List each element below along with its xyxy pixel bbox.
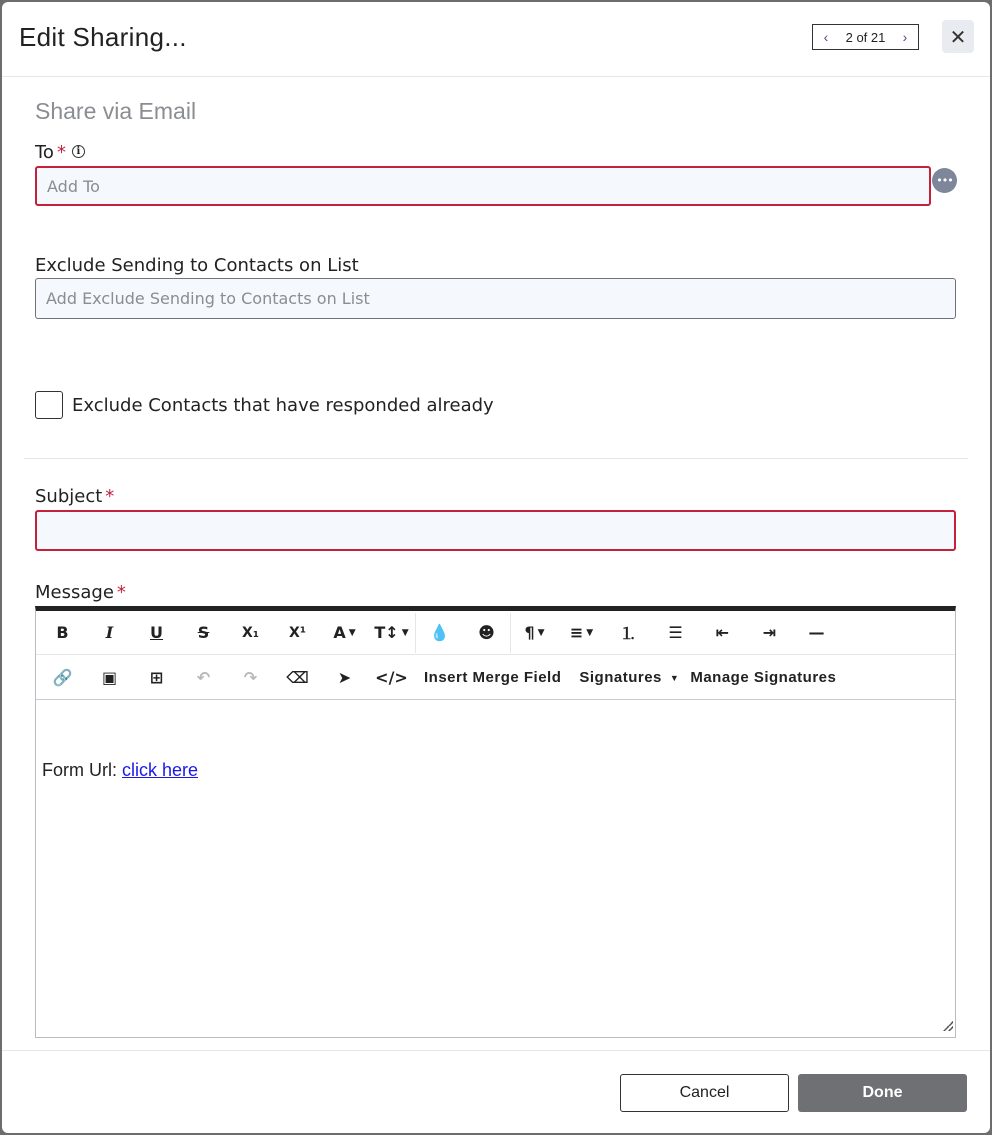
font-color-button[interactable] [321, 613, 368, 653]
image-icon: ▣ [101, 668, 118, 687]
clear-formatting-button[interactable] [274, 658, 321, 698]
strikethrough-button[interactable] [180, 613, 227, 653]
required-marker: * [56, 142, 66, 163]
chevron-left-icon[interactable]: ‹ [823, 29, 829, 45]
chevron-right-icon[interactable]: › [902, 29, 908, 45]
resize-handle[interactable] [943, 1021, 953, 1031]
image-button[interactable] [86, 658, 133, 698]
dialog-footer [2, 1050, 990, 1133]
outdent-button[interactable] [699, 613, 746, 653]
unordered-list-icon: ☰ [668, 623, 683, 642]
background-color-icon: 💧 [429, 623, 450, 642]
exclude-responded-checkbox[interactable] [35, 391, 63, 419]
caret-down-icon: ▼ [348, 627, 356, 638]
link-button[interactable] [39, 658, 86, 698]
exclude-list-input[interactable]: Add Exclude Sending to Contacts on List [35, 278, 956, 319]
dialog-header [2, 2, 990, 77]
link-icon: 🔗 [52, 668, 73, 687]
done-button[interactable]: Done [798, 1074, 967, 1112]
message-editor [35, 606, 956, 1038]
info-icon[interactable]: i [72, 145, 85, 158]
required-marker: * [105, 486, 115, 507]
required-marker: * [116, 582, 126, 603]
editor-toolbar-row-1 [36, 611, 955, 655]
caret-down-icon: ▼ [669, 672, 680, 683]
italic-button[interactable] [86, 613, 133, 653]
form-url-prefix: Form Url: [42, 760, 122, 780]
caret-down-icon: ▼ [401, 627, 409, 638]
editor-content[interactable] [36, 701, 955, 1033]
subject-input[interactable] [35, 510, 956, 551]
indent-icon: ⇥ [762, 623, 777, 642]
horizontal-line-button[interactable] [793, 613, 840, 653]
insert-merge-field-button[interactable]: Insert Merge Field [424, 669, 562, 686]
record-pager [812, 24, 919, 50]
code-view-button[interactable] [368, 658, 415, 698]
bold-button[interactable] [39, 613, 86, 653]
signatures-dropdown[interactable] [570, 658, 688, 698]
redo-icon: ↷ [243, 668, 258, 687]
subscript-icon: X₁ [242, 624, 259, 641]
caret-down-icon: ▼ [537, 627, 545, 638]
outdent-icon: ⇤ [715, 623, 730, 642]
pager-text: 2 of 21 [845, 29, 886, 45]
cancel-button[interactable]: Cancel [620, 1074, 789, 1112]
manage-signatures-button[interactable]: Manage Signatures [690, 669, 837, 686]
background-color-button[interactable] [416, 613, 463, 653]
ordered-list-button[interactable] [605, 613, 652, 653]
paragraph-format-button[interactable] [511, 613, 558, 653]
message-label [35, 582, 126, 603]
emoji-button[interactable] [463, 613, 510, 653]
form-url-line [42, 760, 198, 781]
editor-toolbar-row-2 [36, 656, 955, 700]
horizontal-line-icon: — [808, 623, 825, 642]
emoji-icon: ☻ [478, 623, 495, 642]
edit-sharing-dialog [2, 2, 990, 1133]
indent-button[interactable] [746, 613, 793, 653]
table-icon: ⊞ [149, 668, 164, 687]
divider [24, 458, 968, 459]
subject-label [35, 486, 114, 507]
italic-icon: I [105, 623, 114, 642]
toolbar-icon-group [36, 658, 415, 698]
select-icon: ➤ [337, 668, 352, 687]
subscript-button[interactable] [227, 613, 274, 653]
font-color-icon: A [333, 623, 346, 642]
paragraph-format-icon: ¶ [524, 623, 535, 642]
redo-button[interactable] [227, 658, 274, 698]
to-label [35, 142, 85, 163]
code-view-icon: </> [375, 668, 408, 687]
strikethrough-icon: S [197, 623, 210, 642]
underline-icon: U [150, 623, 163, 642]
subject-label-text: Subject [35, 486, 103, 507]
caret-down-icon: ▼ [586, 627, 594, 638]
select-button[interactable] [321, 658, 368, 698]
to-label-text: To [35, 142, 54, 163]
align-button[interactable] [558, 613, 605, 653]
underline-button[interactable] [133, 613, 180, 653]
section-title: Share via Email [35, 98, 197, 124]
to-input[interactable]: Add To [35, 166, 931, 206]
align-icon: ≡ [569, 623, 584, 642]
superscript-button[interactable] [274, 613, 321, 653]
unordered-list-button[interactable] [652, 613, 699, 653]
font-size-icon: T↕ [374, 623, 399, 642]
exclude-responded-label: Exclude Contacts that have responded already [72, 395, 494, 416]
more-options-icon[interactable]: ••• [932, 168, 957, 193]
clear-formatting-icon: ⌫ [286, 668, 309, 687]
form-url-link[interactable]: click here [122, 760, 199, 780]
bold-icon: B [56, 623, 69, 642]
signatures-label: Signatures [579, 669, 662, 686]
superscript-icon: X¹ [289, 624, 306, 641]
table-button[interactable] [133, 658, 180, 698]
undo-icon: ↶ [196, 668, 211, 687]
font-size-button[interactable] [368, 613, 415, 653]
dialog-title: Edit Sharing... [19, 22, 187, 52]
exclude-list-label: Exclude Sending to Contacts on List [35, 255, 359, 276]
close-icon: ✕ [949, 24, 967, 49]
ordered-list-icon: ⒈ [620, 624, 637, 643]
close-button[interactable] [942, 20, 974, 53]
undo-button[interactable] [180, 658, 227, 698]
message-label-text: Message [35, 582, 114, 603]
